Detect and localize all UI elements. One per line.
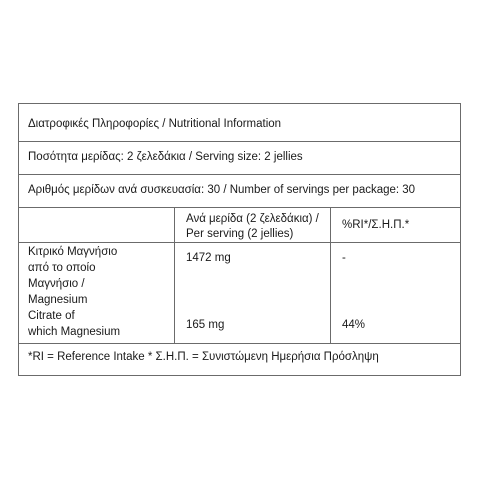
divider <box>19 141 460 142</box>
per-serving-header-line2: Per serving (2 jellies) <box>186 228 294 240</box>
divider <box>19 207 460 208</box>
servings-per-package: Αριθμός μερίδων ανά συσκευασία: 30 / Number of servings per package: 30 <box>28 184 416 196</box>
serving-size: Ποσότητα μερίδας: 2 ζελεδάκια / Serving size: 2 jellies <box>28 151 303 163</box>
citrate-ri: - <box>342 252 346 264</box>
column-divider <box>174 207 175 343</box>
per-serving-header-line1: Ανά μερίδα (2 ζελεδάκια) / <box>186 213 319 225</box>
divider <box>19 174 460 175</box>
divider <box>19 242 460 243</box>
ingredient-name-line: από το οποίο <box>28 262 96 274</box>
ingredient-name-line: Magnesium <box>28 294 88 306</box>
citrate-amount: 1472 mg <box>186 252 231 264</box>
nutrition-title: Διατροφικές Πληροφορίες / Nutritional Information <box>28 118 282 130</box>
footnote: *RI = Reference Intake * Σ.Η.Π. = Συνιστώμενη Ημερήσια Πρόσληψη <box>28 351 379 363</box>
nutrition-table <box>18 103 461 376</box>
divider <box>19 343 460 344</box>
magnesium-ri: 44% <box>342 319 366 331</box>
column-divider <box>330 207 331 343</box>
magnesium-amount: 165 mg <box>186 319 225 331</box>
ri-header: %RI*/Σ.Η.Π.* <box>342 219 410 231</box>
ingredient-name-line: which Magnesium <box>28 326 121 338</box>
ingredient-name-line: Μαγνήσιο / <box>28 278 85 290</box>
ingredient-name-line: Κιτρικό Μαγνήσιο <box>28 246 118 258</box>
ingredient-name-line: Citrate of <box>28 310 75 322</box>
